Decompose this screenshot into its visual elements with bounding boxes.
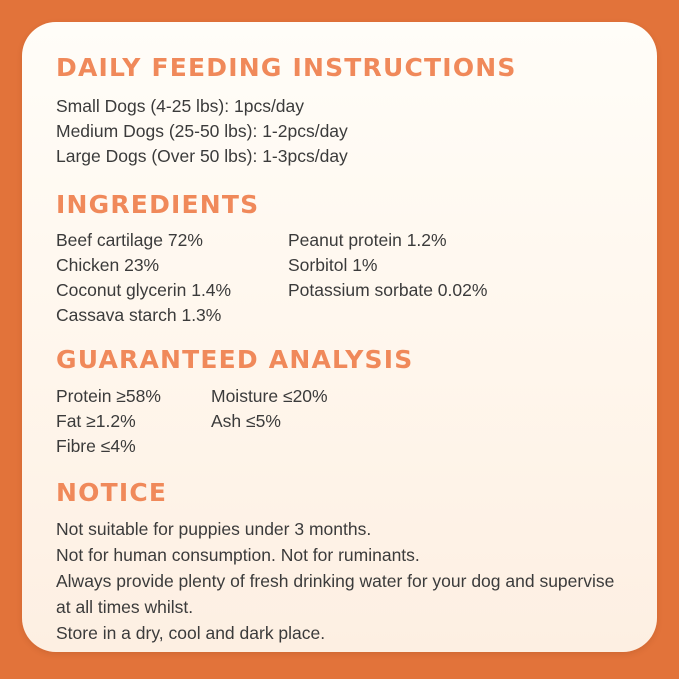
product-label-card (22, 22, 657, 652)
notice-line: Not for human consumption. Not for ruminants. (56, 545, 420, 565)
notice-line: Store in a dry, cool and dark place. (56, 623, 326, 643)
section-notice (56, 479, 623, 647)
ingredient-item: Coconut glycerin 1.4% (56, 280, 232, 300)
feeding-line: Small Dogs (4-25 lbs): 1pcs/day (56, 95, 305, 116)
ingredients-columns (56, 228, 623, 328)
ingredients-column-2 (288, 228, 487, 328)
notice-line: Always provide plenty of fresh drinking water for your dog and supervise at all times whilst. (56, 571, 615, 617)
feeding-line: Medium Dogs (25-50 lbs): 1-2pcs/day (56, 120, 348, 141)
analysis-column-1 (56, 384, 211, 459)
section-daily-feeding-instructions (56, 54, 623, 169)
ingredient-item: Chicken 23% (56, 255, 160, 275)
notice-line: Not suitable for puppies under 3 months. (56, 519, 372, 539)
notice-lines (56, 516, 623, 646)
analysis-item: Moisture ≤20% (211, 385, 328, 406)
section-title-analysis: GUARANTEED ANALYSIS (56, 345, 414, 374)
analysis-item: Ash ≤5% (211, 410, 281, 431)
ingredient-item: Peanut protein 1.2% (288, 230, 447, 250)
analysis-item: Protein ≥58% (56, 385, 161, 406)
analysis-columns (56, 384, 623, 459)
section-ingredients (56, 191, 623, 329)
analysis-item: Fibre ≤4% (56, 435, 136, 456)
section-title-ingredients: INGREDIENTS (56, 189, 260, 219)
feeding-line: Large Dogs (Over 50 lbs): 1-3pcs/day (56, 145, 348, 166)
ingredients-column-1 (56, 228, 288, 328)
analysis-item: Fat ≥1.2% (56, 410, 136, 431)
section-guaranteed-analysis (56, 346, 623, 459)
ingredient-item: Sorbitol 1% (288, 255, 378, 275)
ingredient-item: Potassium sorbate 0.02% (288, 280, 488, 300)
analysis-column-2 (211, 384, 328, 459)
ingredient-item: Beef cartilage 72% (56, 230, 203, 250)
section-title-feeding: DAILY FEEDING INSTRUCTIONS (56, 53, 517, 82)
section-title-notice: NOTICE (56, 477, 168, 507)
ingredient-item: Cassava starch 1.3% (56, 305, 222, 325)
